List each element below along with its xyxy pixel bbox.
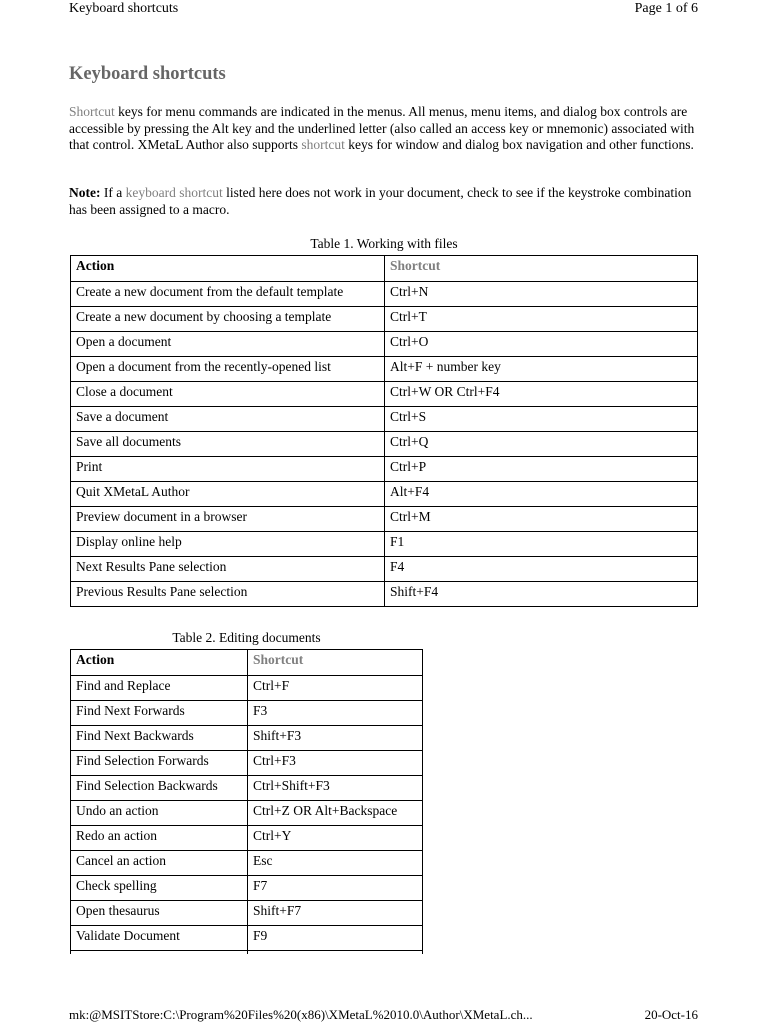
table-row bbox=[71, 282, 698, 307]
shortcut-link[interactable]: Shortcut bbox=[69, 104, 115, 119]
editing-shortcuts-table bbox=[70, 649, 423, 954]
table-row bbox=[71, 307, 698, 332]
action-column-header: Action bbox=[71, 650, 248, 676]
shortcut-cell: Ctrl+Shift+F3 bbox=[248, 776, 423, 801]
action-cell: Display online help bbox=[71, 532, 385, 557]
table1-body bbox=[71, 282, 698, 607]
intro-paragraph bbox=[69, 104, 709, 154]
table-row bbox=[71, 851, 423, 876]
action-cell: Redo an action bbox=[71, 826, 248, 851]
action-cell: Validate Document bbox=[71, 926, 248, 951]
table-row bbox=[71, 751, 423, 776]
action-cell: Close a document bbox=[71, 382, 385, 407]
shortcut-cell: F7 bbox=[248, 876, 423, 901]
shortcut-cell: F4 bbox=[385, 557, 698, 582]
continuation-cell bbox=[248, 951, 423, 955]
table-row bbox=[71, 557, 698, 582]
action-cell: Print bbox=[71, 457, 385, 482]
shortcut-cell: Ctrl+Y bbox=[248, 826, 423, 851]
table1-caption: Table 1. Working with files bbox=[310, 236, 458, 251]
action-cell: Open a document from the recently-opened list bbox=[71, 357, 385, 382]
files-shortcuts-table bbox=[70, 255, 698, 607]
table-header-row bbox=[71, 256, 698, 282]
shortcut-cell: Alt+F + number key bbox=[385, 357, 698, 382]
table-row bbox=[71, 926, 423, 951]
table-continuation bbox=[71, 951, 423, 955]
shortcut-link-2[interactable]: shortcut bbox=[301, 137, 345, 152]
action-cell: Check spelling bbox=[71, 876, 248, 901]
action-cell: Find Next Backwards bbox=[71, 726, 248, 751]
action-cell: Find and Replace bbox=[71, 676, 248, 701]
action-cell: Preview document in a browser bbox=[71, 507, 385, 532]
keyboard-shortcut-link[interactable]: keyboard shortcut bbox=[125, 185, 223, 200]
shortcut-cell: F1 bbox=[385, 532, 698, 557]
shortcut-column-header: Shortcut bbox=[385, 256, 698, 282]
table-row bbox=[71, 382, 698, 407]
source-path: mk:@MSITStore:C:\Program%20Files%20(x86)\XMetaL%2010.0\Author\XMetaL.ch... bbox=[69, 1007, 533, 1022]
page-title: Keyboard shortcuts bbox=[69, 64, 226, 84]
table-row bbox=[71, 507, 698, 532]
table-row bbox=[71, 826, 423, 851]
note-text-2: listed here does not work in your document, check to see if the keystroke combination has been assigned to a macro. bbox=[69, 185, 692, 217]
shortcut-cell: Esc bbox=[248, 851, 423, 876]
shortcut-cell: Ctrl+F3 bbox=[248, 751, 423, 776]
table2-caption: Table 2. Editing documents bbox=[172, 630, 321, 645]
shortcut-cell: Ctrl+S bbox=[385, 407, 698, 432]
table-row bbox=[71, 432, 698, 457]
table-row bbox=[71, 357, 698, 382]
action-cell: Open thesaurus bbox=[71, 901, 248, 926]
shortcut-cell: Ctrl+Z OR Alt+Backspace bbox=[248, 801, 423, 826]
shortcut-cell: Shift+F4 bbox=[385, 582, 698, 607]
shortcut-cell: Ctrl+W OR Ctrl+F4 bbox=[385, 382, 698, 407]
table-row bbox=[71, 801, 423, 826]
shortcut-cell: Ctrl+F bbox=[248, 676, 423, 701]
table-row bbox=[71, 701, 423, 726]
intro-text-2: keys for window and dialog box navigation and other functions. bbox=[344, 137, 694, 152]
table-row bbox=[71, 901, 423, 926]
table-row bbox=[71, 532, 698, 557]
shortcut-cell: Ctrl+N bbox=[385, 282, 698, 307]
shortcut-cell: Ctrl+O bbox=[385, 332, 698, 357]
header-title: Keyboard shortcuts bbox=[69, 1, 179, 16]
action-cell: Find Selection Forwards bbox=[71, 751, 248, 776]
shortcut-cell: Ctrl+T bbox=[385, 307, 698, 332]
table-row bbox=[71, 332, 698, 357]
table-row bbox=[71, 726, 423, 751]
shortcut-cell: Shift+F3 bbox=[248, 726, 423, 751]
table-row bbox=[71, 407, 698, 432]
action-cell: Cancel an action bbox=[71, 851, 248, 876]
shortcut-cell: Ctrl+Q bbox=[385, 432, 698, 457]
table-row bbox=[71, 676, 423, 701]
action-cell: Save all documents bbox=[71, 432, 385, 457]
action-cell: Create a new document from the default template bbox=[71, 282, 385, 307]
note-paragraph bbox=[69, 185, 709, 218]
table2-body bbox=[71, 676, 423, 955]
shortcut-cell: Ctrl+M bbox=[385, 507, 698, 532]
running-header bbox=[69, 0, 698, 20]
shortcut-cell: Shift+F7 bbox=[248, 901, 423, 926]
action-cell: Create a new document by choosing a template bbox=[71, 307, 385, 332]
table-row bbox=[71, 482, 698, 507]
action-cell: Find Selection Backwards bbox=[71, 776, 248, 801]
shortcut-cell: Ctrl+P bbox=[385, 457, 698, 482]
table-header-row bbox=[71, 650, 423, 676]
action-cell: Find Next Forwards bbox=[71, 701, 248, 726]
page-number: Page 1 of 6 bbox=[634, 1, 698, 16]
table-row bbox=[71, 876, 423, 901]
action-cell: Quit XMetaL Author bbox=[71, 482, 385, 507]
shortcut-cell: F3 bbox=[248, 701, 423, 726]
shortcut-column-header: Shortcut bbox=[248, 650, 423, 676]
action-cell: Undo an action bbox=[71, 801, 248, 826]
action-cell: Next Results Pane selection bbox=[71, 557, 385, 582]
action-column-header: Action bbox=[71, 256, 385, 282]
table-row bbox=[71, 457, 698, 482]
shortcut-cell: F9 bbox=[248, 926, 423, 951]
action-cell: Save a document bbox=[71, 407, 385, 432]
print-date: 20-Oct-16 bbox=[644, 1007, 698, 1022]
table-row bbox=[71, 582, 698, 607]
table-row bbox=[71, 776, 423, 801]
intro-text-1: keys for menu commands are indicated in the menus. All menus, menu items, and dialog box controls are accessible by pressing the Alt key and the underlined letter (also called an access key or mnemonic) associated with that control. XMetaL Author also supports bbox=[69, 104, 695, 152]
action-cell: Previous Results Pane selection bbox=[71, 582, 385, 607]
shortcut-cell: Alt+F4 bbox=[385, 482, 698, 507]
note-label: Note: bbox=[69, 185, 101, 200]
continuation-cell bbox=[71, 951, 248, 955]
note-text-1: If a bbox=[100, 185, 126, 200]
action-cell: Open a document bbox=[71, 332, 385, 357]
